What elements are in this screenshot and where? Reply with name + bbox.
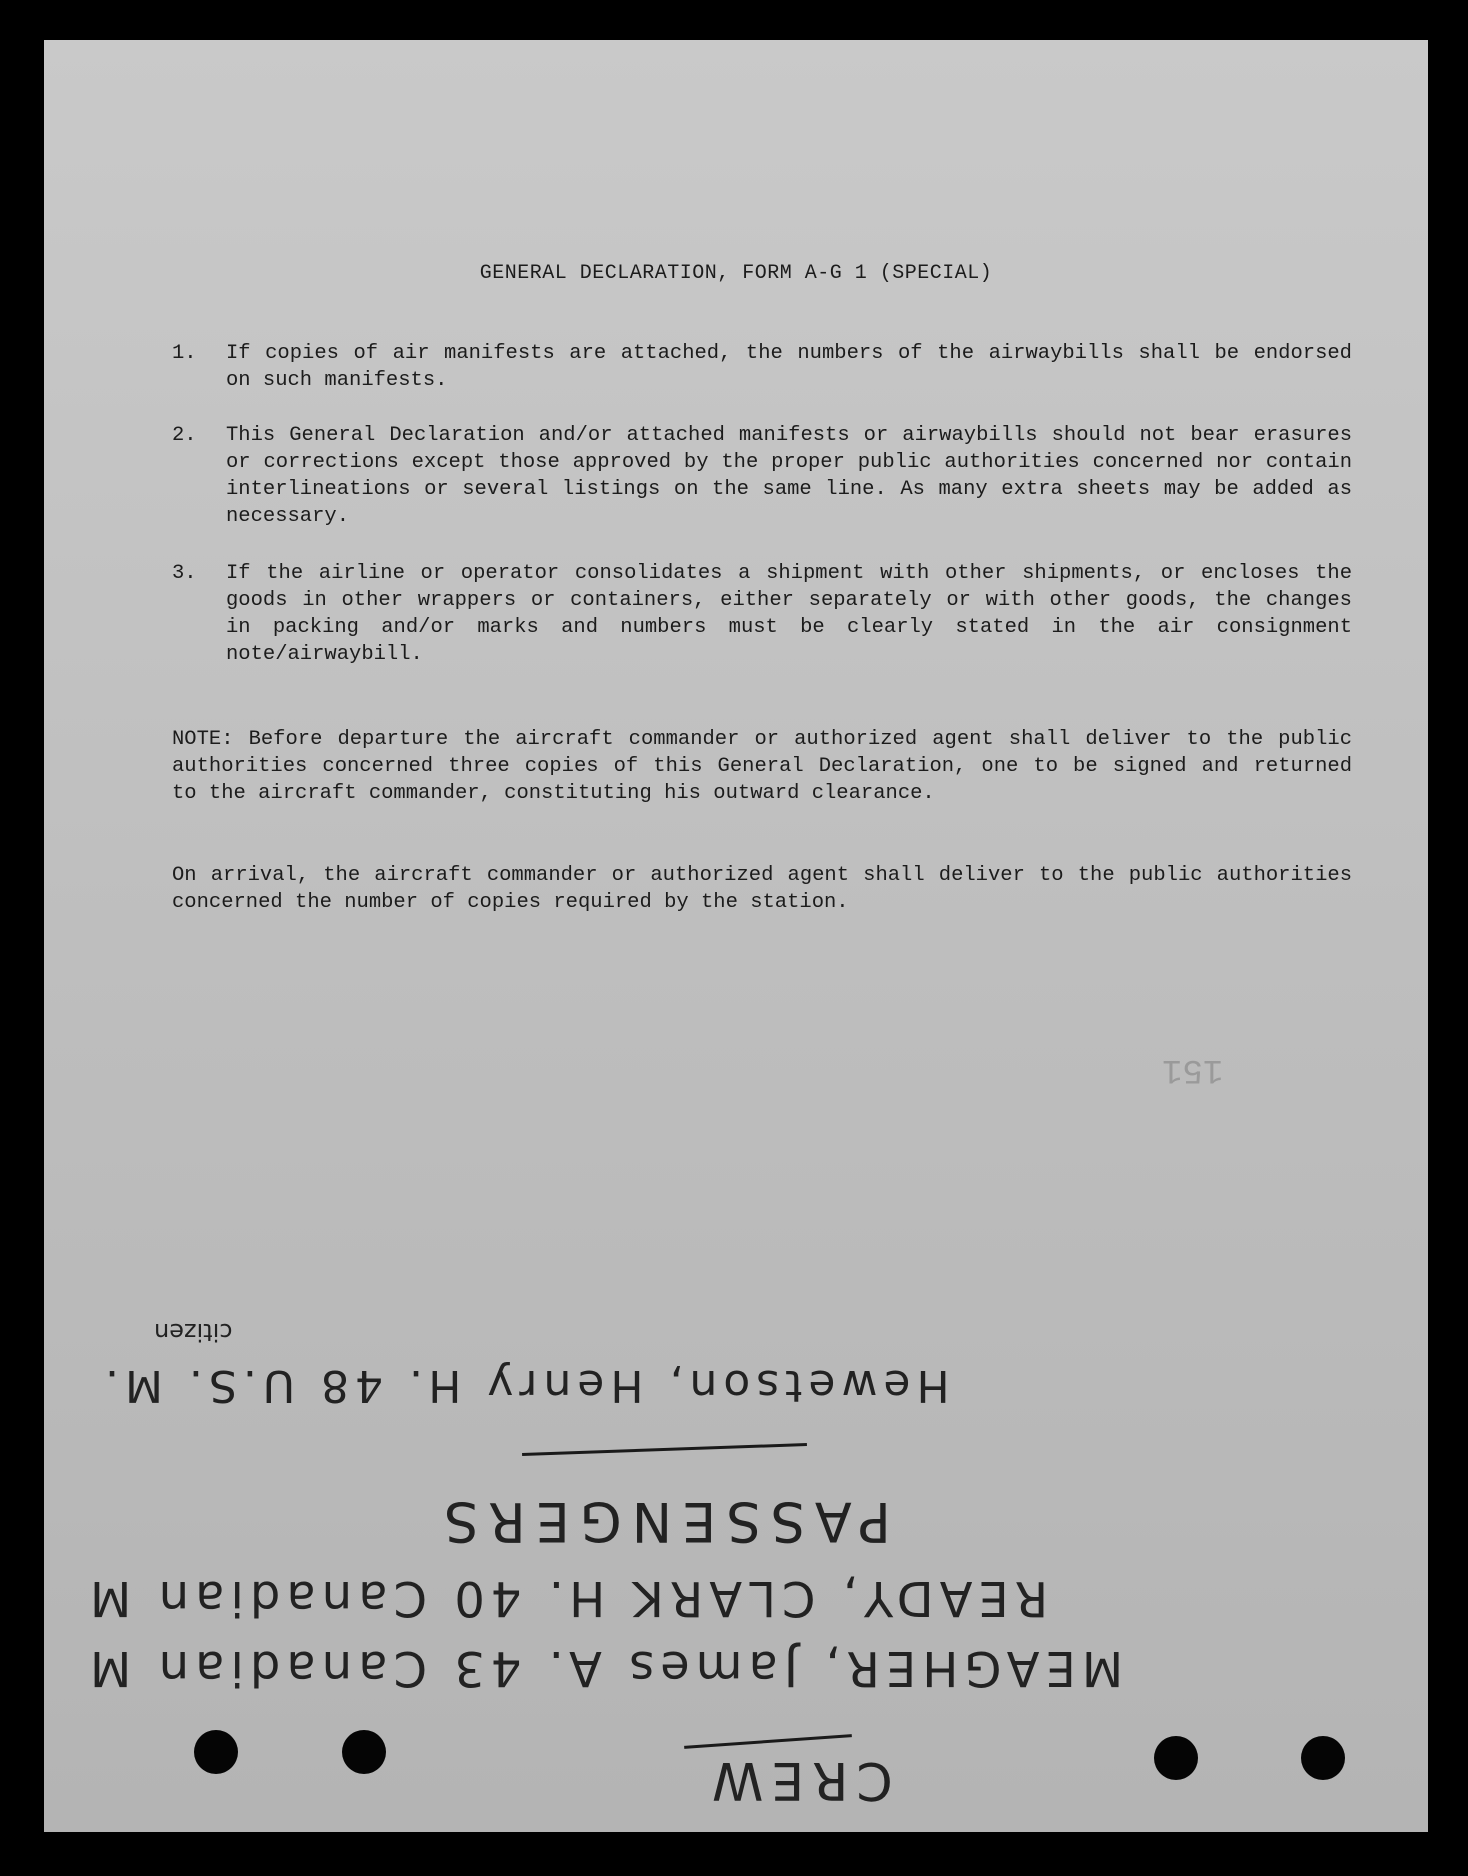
handwritten-citizen-note: citizen <box>154 1318 233 1346</box>
form-title: GENERAL DECLARATION, FORM A-G 1 (SPECIAL) <box>479 262 993 285</box>
item-text: If the airline or operator consolidates a shipment with other shipments, or encloses the goods in other wrappers or containers, either separately or with other goods, the changes in packing and/or marks and numbers must be clearly stated in the air consignment note/airwaybill. <box>226 562 1352 666</box>
handwritten-crew-entry-2: READY, CLARK H. 40 Canadian M <box>84 1570 1049 1626</box>
punch-hole <box>342 1730 386 1774</box>
punch-hole <box>1154 1736 1198 1780</box>
underline <box>522 1443 807 1456</box>
underline <box>684 1734 852 1749</box>
handwritten-crew-heading: CREW <box>704 1750 893 1810</box>
departure-note: NOTE: Before departure the aircraft commander or authorized agent shall deliver to the public authorities concerned three copies of this General Declaration, one to be signed and returned to the aircraft commander, constituting his outward clearance. <box>172 728 1352 805</box>
faint-stamp-number: 151 <box>1162 1050 1224 1088</box>
document-page <box>44 40 1428 1832</box>
item-number: 3. <box>172 562 197 585</box>
handwritten-crew-entry-1: MEAGHER, James A. 43 Canadian M <box>84 1640 1124 1696</box>
punch-hole <box>1301 1736 1345 1780</box>
handwritten-passengers-heading: PASSENGERS <box>434 1490 891 1553</box>
arrival-note: On arrival, the aircraft commander or authorized agent shall deliver to the public authorities concerned the number of copies required by the station. <box>172 864 1352 914</box>
item-number: 2. <box>172 424 197 447</box>
item-text: This General Declaration and/or attached manifests or airwaybills should not bear erasures or corrections except those approved by the proper public authorities concerned nor contain interlineations or several listings on the same line. As many extra sheets may be added as necessary. <box>226 424 1352 528</box>
item-text: If copies of air manifests are attached, the numbers of the airwaybills shall be endorsed on such manifests. <box>226 342 1352 392</box>
item-number: 1. <box>172 342 197 365</box>
punch-hole <box>194 1730 238 1774</box>
handwritten-passenger-entry: Hewetson, Henry H. 48 U.S. M. <box>99 1360 950 1411</box>
